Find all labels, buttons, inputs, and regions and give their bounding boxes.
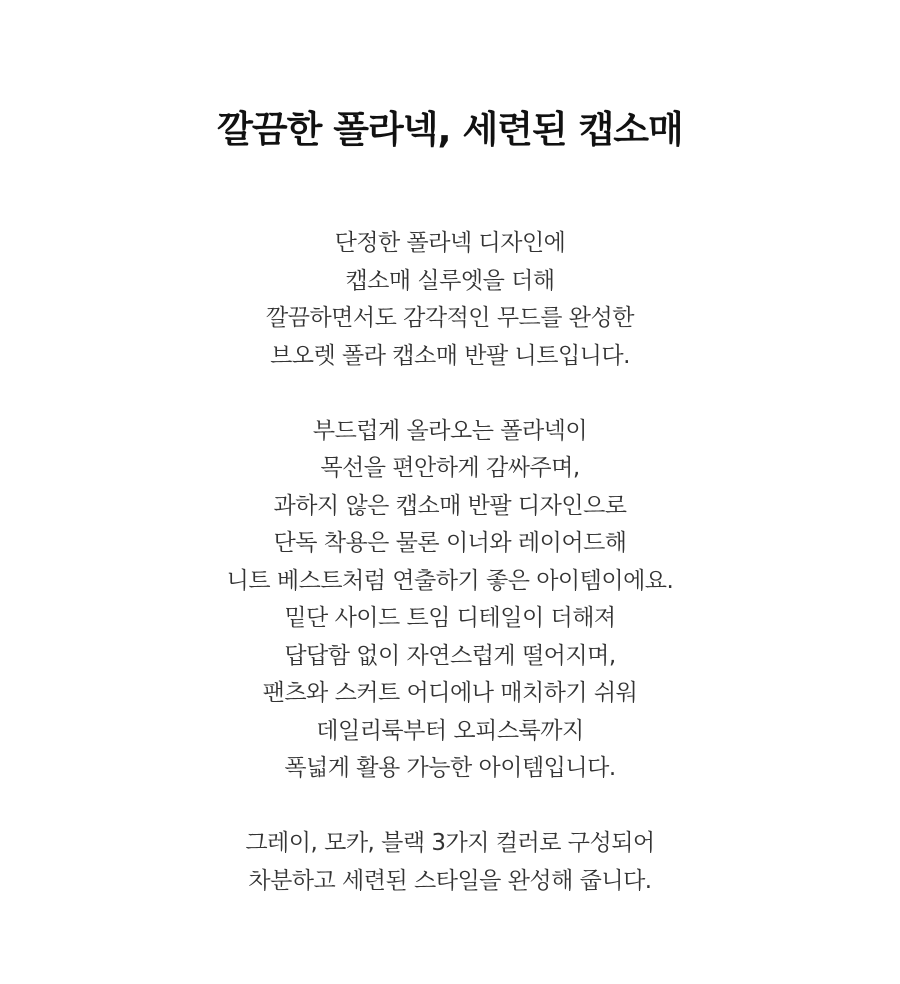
- paragraph-spacer: [0, 788, 900, 826]
- paragraph-intro: [0, 225, 900, 375]
- paragraph-spacer: [0, 375, 900, 413]
- text-line: 과하지 않은 캡소매 반팔 디자인으로: [273, 492, 627, 519]
- text-line: 니트 베스트처럼 연출하기 좋은 아이템이에요.: [226, 567, 674, 594]
- text-line: 그레이, 모카, 블랙 3가지 컬러로 구성되어: [245, 830, 655, 856]
- text-line: 단정한 폴라넥 디자인에: [334, 230, 566, 256]
- text-line: 브오렛 폴라 캡소매 반팔 니트입니다.: [270, 342, 630, 369]
- paragraph-colors: [0, 825, 900, 900]
- description-body: [0, 225, 900, 900]
- text-line: 부드럽게 올라오는 폴라넥이: [312, 417, 588, 444]
- page-title: 깔끔한 폴라넥, 세련된 캡소매: [217, 108, 683, 151]
- text-line: 답답함 없이 자연스럽게 떨어지며,: [284, 642, 616, 669]
- text-line: 캡소매 실루엣을 더해: [345, 267, 555, 294]
- text-line: 목선을 편안하게 감싸주며,: [320, 455, 580, 481]
- text-line: 밑단 사이드 트임 디테일이 더해져: [284, 605, 616, 631]
- text-line: 깔끔하면서도 감각적인 무드를 완성한: [266, 305, 634, 331]
- text-line: 차분하고 세련된 스타일을 완성해 줍니다.: [248, 867, 652, 894]
- text-line: 팬츠와 스커트 어디에나 매치하기 쉬워: [262, 680, 638, 706]
- text-line: 데일리룩부터 오피스룩까지: [316, 717, 584, 744]
- text-line: 단독 착용은 물론 이너와 레이어드해: [273, 530, 627, 556]
- text-line: 폭넓게 활용 가능한 아이템입니다.: [284, 755, 616, 781]
- paragraph-details: [0, 413, 900, 788]
